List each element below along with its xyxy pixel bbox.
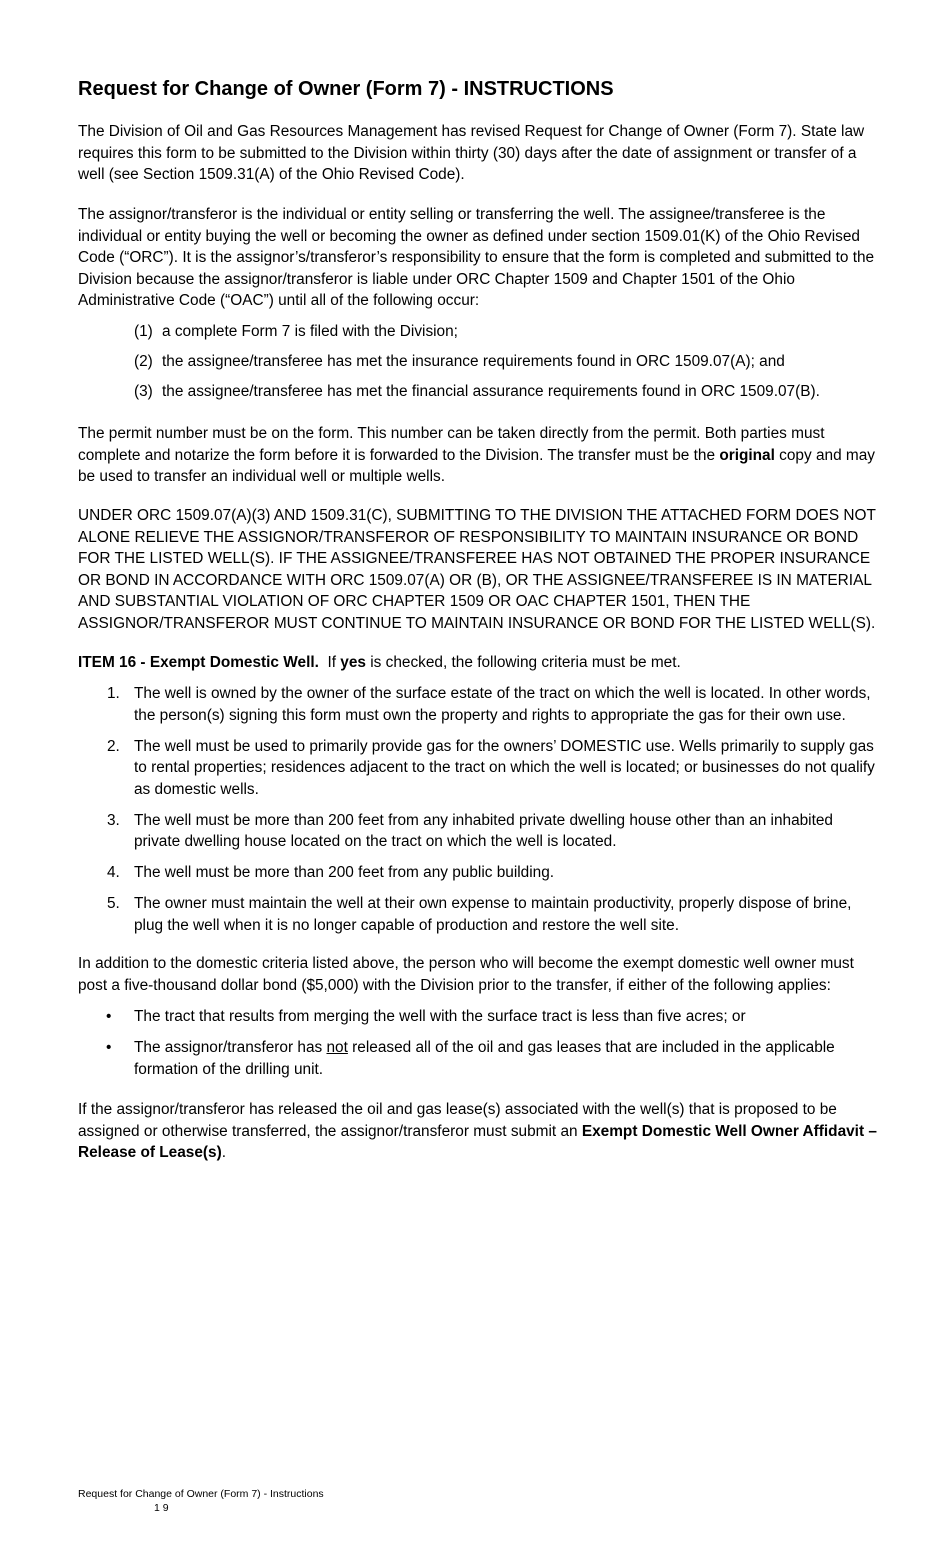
intro-paragraph: The Division of Oil and Gas Resources Management has revised Request for Change of Owner (Form 7). State law requires this form to be submitted to the Division within thirty (30) days after the date of assignment or transfer of a well (see Section 1509.31(A) of the Ohio Revised Code).	[78, 123, 865, 183]
criteria-item: 3. The well must be more than 200 feet from any inhabited private dwelling house other than an inhabited private dwelling house located on the tract on which the well is located.	[107, 811, 833, 850]
criteria-item: 5. The owner must maintain the well at their own expense to maintain productivity, properly dispose of brine, plug the well when it is no longer capable of production and restore the well site.	[107, 895, 852, 934]
bond-conditions-list	[78, 1006, 878, 1080]
page-footer	[78, 1487, 324, 1515]
condition-item: (2) the assignee/transferee has met the insurance requirements found in ORC 1509.07(A); and	[134, 353, 785, 370]
bond-paragraph: In addition to the domestic criteria listed above, the person who will become the exempt domestic well owner must post a five-thousand dollar bond ($5,000) with the Division prior to the transfer, if either of the following applies:	[78, 955, 854, 994]
criteria-list	[78, 683, 878, 936]
item16-intro: ITEM 16 - Exempt Domestic Well. If yes is checked, the following criteria must be met.	[78, 654, 681, 671]
criteria-item: 1. The well is owned by the owner of the surface estate of the tract on which the well is located. In other words, the person(s) signing this form must own the property and rights to appropriate the gas for their own use.	[107, 685, 871, 724]
warning-paragraph: UNDER ORC 1509.07(A)(3) AND 1509.31(C), SUBMITTING TO THE DIVISION THE ATTACHED FORM DOES NOT ALONE RELIEVE THE ASSIGNOR/TRANSFEROR OF RESPONSIBILITY TO MAINTAIN INSURANCE OR BOND FOR THE LISTED WELL(S). IF THE ASSIGNEE/TRANSFEREE HAS NOT OBTAINED THE PROPER INSURANCE OR BOND IN ACCORDANCE WITH ORC 1509.07(A) OR (B), OR THE ASSIGNEE/TRANSFEREE IS IN MATERIAL AND SUBSTANTIAL VIOLATION OF ORC CHAPTER 1509 OR OAC CHAPTER 1501, THEN THE ASSIGNOR/TRANSFEROR MUST CONTINUE TO MAINTAIN INSURANCE OR BOND FOR THE LISTED WELL(S).	[78, 507, 876, 632]
bullet-icon: •	[106, 1008, 112, 1025]
bullet-icon: •	[106, 1039, 112, 1056]
page-number: 1 9	[154, 1502, 169, 1514]
page-title: Request for Change of Owner (Form 7) - INSTRUCTIONS	[78, 78, 614, 100]
condition-item: (3) the assignee/transferee has met the financial assurance requirements found in ORC 1509.07(B).	[134, 383, 820, 400]
condition-item: (1) a complete Form 7 is filed with the Division;	[134, 323, 458, 340]
bullet-item: • The assignor/transferor has not released all of the oil and gas leases that are included in the applicable formation of the drilling unit.	[106, 1039, 835, 1078]
affidavit-paragraph: If the assignor/transferor has released the oil and gas lease(s) associated with the well(s) that is proposed to be assigned or otherwise transferred, the assignor/transferor must submit an Exempt Domestic Well Owner Affidavit – Release of Lease(s).	[78, 1101, 877, 1161]
permit-paragraph: The permit number must be on the form. This number can be taken directly from the permit. Both parties must complete and notarize the form before it is forwarded to the Division. The transfer must be the original copy and may be used to transfer an individual well or multiple wells.	[78, 425, 875, 485]
criteria-item: 2. The well must be used to primarily provide gas for the owners’ DOMESTIC use. Wells primarily to supply gas to rental properties; residences adjacent to the tract on which the well is located; or businesses do not qualify as domestic wells.	[107, 737, 875, 798]
footer-title: Request for Change of Owner (Form 7) - Instructions	[78, 1488, 324, 1500]
conditions-list	[134, 321, 894, 403]
assignor-paragraph: The assignor/transferor is the individual or entity selling or transferring the well. The assignee/transferee is the individual or entity buying the well or becoming the owner as defined under section 1509.01(K) of the Ohio Revised Code (“ORC”). It is the assignor’s/transferor’s responsibility to ensure that the form is completed and submitted to the Division because the assignor/transferor is liable under ORC Chapter 1509 and Chapter 1501 of the Ohio Administrative Code (“OAC”) until all of the following occur:	[78, 206, 875, 309]
criteria-item: 4. The well must be more than 200 feet from any public building.	[107, 864, 555, 881]
bullet-item: • The tract that results from merging the well with the surface tract is less than five acres; or	[78, 1006, 878, 1028]
